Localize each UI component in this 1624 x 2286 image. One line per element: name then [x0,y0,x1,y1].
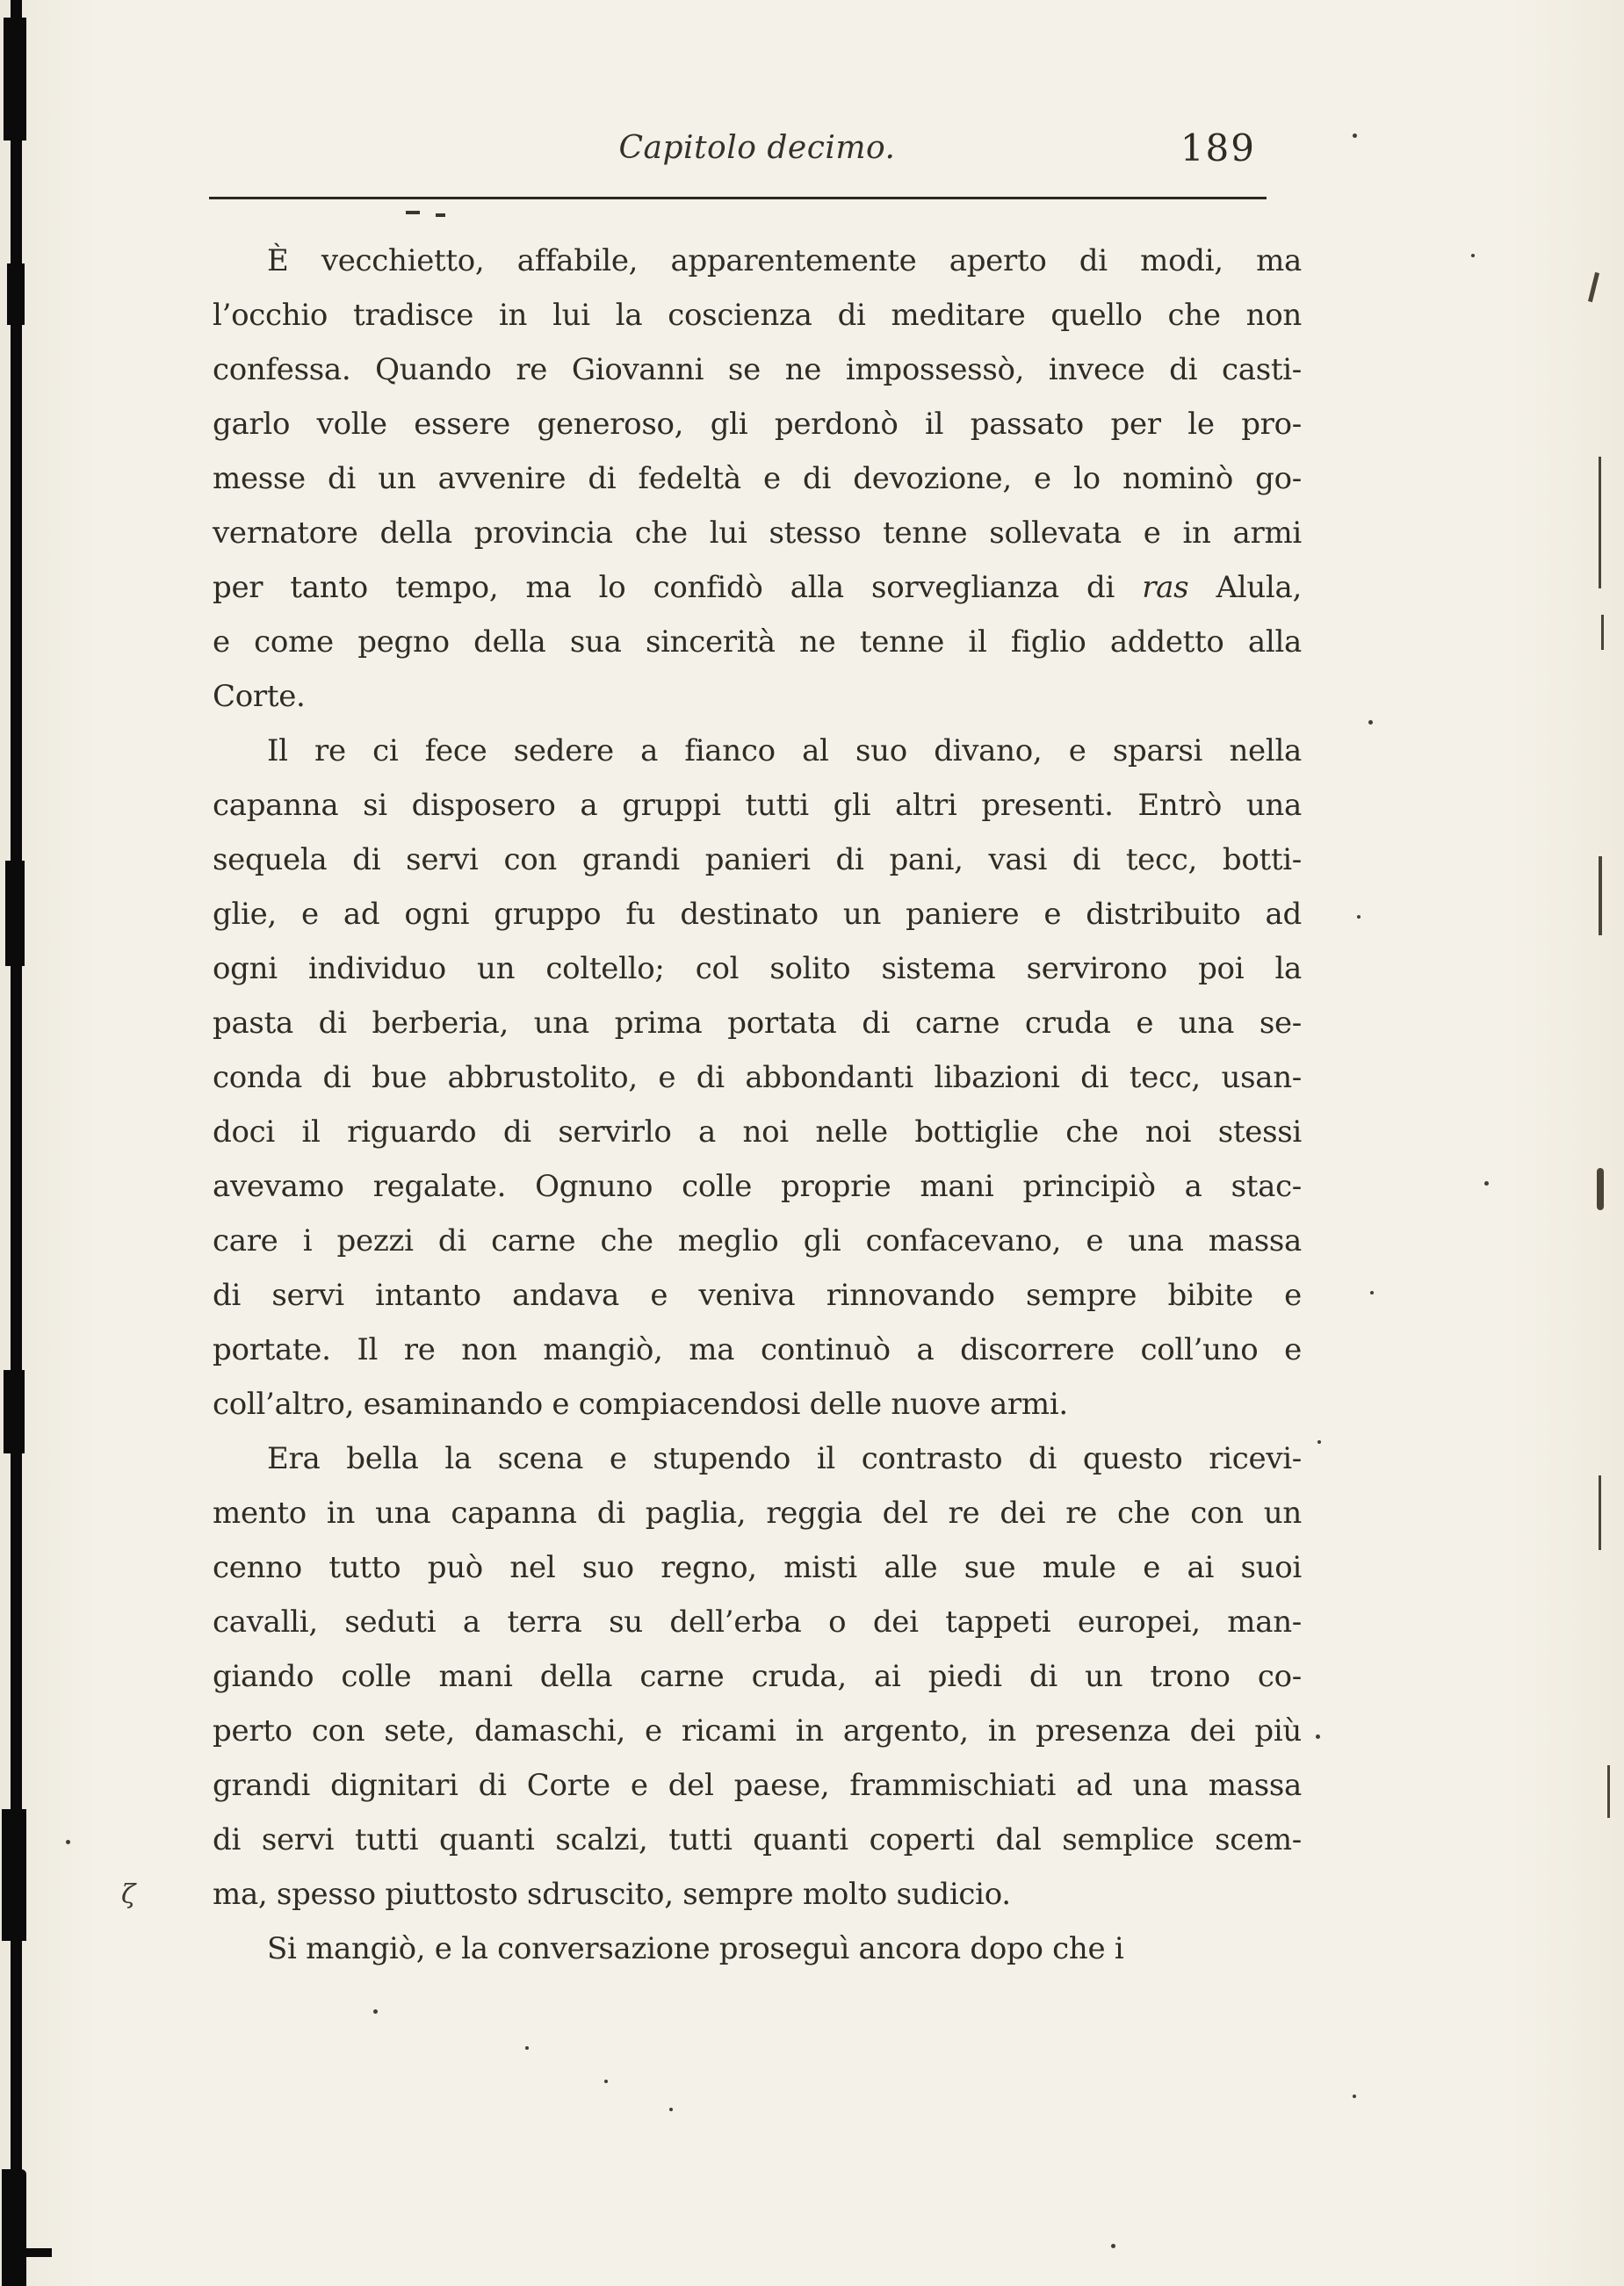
ink-speck-artifact [1471,254,1475,257]
text-line: sequela di servi con grandi panieri di pani, vasi di tecc, botti- [213,842,1302,877]
binding-blob-artifact [22,2248,52,2257]
ink-speck-artifact [1484,1181,1489,1186]
binding-blob-artifact [2,2169,26,2286]
ink-speck-artifact [1353,2095,1356,2098]
ink-speck-artifact [1316,1734,1320,1739]
text-line: garlo volle essere generoso, gli perdonò il passato per le pro- [213,407,1302,442]
binding-blob-artifact [4,18,26,141]
page-header [213,126,1302,186]
text-line: cavalli, seduti a terra su dell’erba o dei tappeti europei, man- [213,1605,1302,1640]
text-line: mento in una capanna di paglia, reggia del re dei re che con un [213,1496,1302,1531]
text-line: grandi dignitari di Corte e del paese, frammischiati ad una massa [213,1768,1302,1803]
binding-blob-artifact [5,861,25,966]
text-line: ma, spesso piuttosto sdruscito, sempre molto sudicio. [213,1877,1011,1912]
text-line: portate. Il re non mangiò, ma continuò a discorrere coll’uno e [213,1332,1302,1367]
text-line: Era bella la scena e stupendo il contrasto di questo ricevi- [267,1441,1302,1476]
binding-bar-artifact [11,0,22,2286]
text-line: doci il riguardo di servirlo a noi nelle bottiglie che noi stessi [213,1114,1302,1150]
paragraph [213,1922,1302,1976]
text-line: Si mangiò, e la conversazione proseguì ancora dopo che i [267,1931,1124,1966]
text-line: conda di bue abbrustolito, e di abbondanti libazioni di tecc, usan- [213,1060,1302,1095]
paragraph [213,1431,1302,1922]
ink-speck-artifact [1597,1168,1604,1210]
ink-speck-artifact [1599,457,1601,588]
ink-speck-artifact [1353,133,1357,138]
ink-speck-artifact [373,2009,378,2014]
ink-speck-artifact [1111,2244,1115,2248]
squiggle-artifact: ζ [121,1879,136,1910]
text-line: vernatore della provincia che lui stesso tenne sollevata e in armi [213,516,1302,551]
text-line: care i pezzi di carne che meglio gli confacevano, e una massa [213,1223,1302,1258]
binding-blob-artifact [7,263,25,325]
ink-speck-artifact [66,1840,70,1844]
ink-speck-artifact [525,2046,529,2050]
header-rule [209,197,1267,199]
ink-speck-artifact [1368,720,1373,725]
text-line: per tanto tempo, ma lo confidò alla sorveglianza di ras Alula, [213,570,1302,605]
text-line: e come pegno della sua sincerità ne tenne il figlio addetto alla [213,624,1302,660]
text-line: Il re ci fece sedere a fianco al suo divano, e sparsi nella [267,733,1302,768]
text-line: glie, e ad ogni gruppo fu destinato un paniere e distribuito ad [213,897,1302,932]
ink-speck-artifact [1317,1440,1321,1444]
paragraph [213,724,1302,1431]
text-line: giando colle mani della carne cruda, ai piedi di un trono co- [213,1659,1302,1694]
body-text [213,234,1302,1976]
ink-speck-artifact [604,2080,608,2083]
ink-dash-artifact [406,211,420,214]
ink-speck-artifact [1357,915,1361,919]
binding-blob-artifact [4,1370,25,1453]
ink-speck-artifact [1599,1475,1601,1550]
ink-speck-artifact [1601,615,1604,650]
text-line: ogni individuo un coltello; col solito sistema servirono poi la [213,951,1302,986]
ink-speck-artifact [1607,1765,1610,1818]
text-line: È vecchietto, affabile, apparentemente aperto di modi, ma [267,243,1302,278]
binding-blob-artifact [2,1809,26,1941]
text-line: di servi tutti quanti scalzi, tutti quanti coperti dal semplice scem- [213,1822,1302,1857]
ink-speck-artifact [669,2108,673,2111]
page-number: 189 [1180,126,1256,169]
ink-speck-artifact [1599,856,1602,935]
ink-speck-artifact [1588,272,1599,302]
text-line: confessa. Quando re Giovanni se ne impossessò, invece di casti- [213,352,1302,387]
ink-speck-artifact [1370,1291,1374,1294]
text-line: l’occhio tradisce in lui la coscienza di meditare quello che non [213,298,1302,333]
text-line: cenno tutto può nel suo regno, misti alle sue mule e ai suoi [213,1550,1302,1585]
text-line: capanna si disposero a gruppi tutti gli altri presenti. Entrò una [213,788,1302,823]
text-line: di servi intanto andava e veniva rinnovando sempre bibite e [213,1278,1302,1313]
chapter-title: Capitolo decimo. [618,130,896,166]
ink-dash-artifact [436,213,445,217]
text-line: avevamo regalate. Ognuno colle proprie mani principiò a stac- [213,1169,1302,1204]
text-line: coll’altro, esaminando e compiacendosi delle nuove armi. [213,1387,1068,1422]
text-line: messe di un avvenire di fedeltà e di devozione, e lo nominò go- [213,461,1302,496]
text-line: perto con sete, damaschi, e ricami in argento, in presenza dei più [213,1713,1302,1749]
text-line: Corte. [213,679,306,714]
paragraph [213,234,1302,724]
text-line: pasta di berberia, una prima portata di carne cruda e una se- [213,1006,1302,1041]
